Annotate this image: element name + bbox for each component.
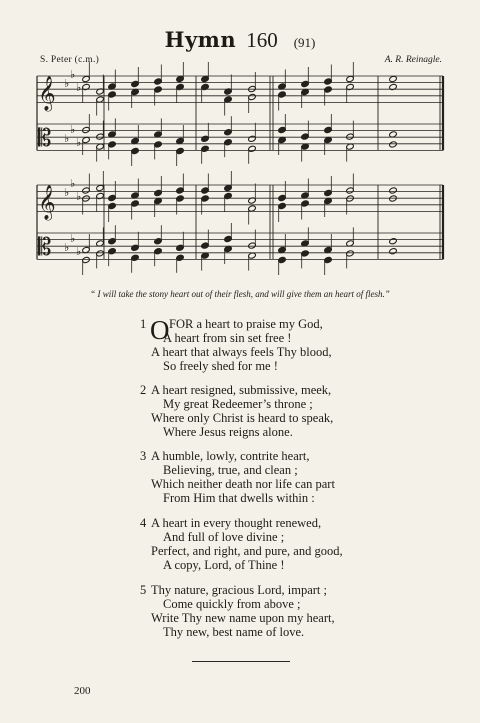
verse-line: And full of love divine ;	[163, 530, 285, 544]
flat-icon: ♭	[76, 190, 82, 203]
verse-line: Perfect, and right, and pure, and good,	[151, 544, 343, 558]
flat-icon: ♭	[64, 186, 70, 199]
treble-clef-icon: 𝄞	[38, 185, 56, 220]
alt-hymn-number: (91)	[293, 35, 316, 50]
treble-clef-icon: 𝄞	[38, 76, 56, 111]
note-head	[389, 141, 397, 148]
verse-number: 4	[140, 516, 147, 530]
flat-icon: ♭	[64, 77, 70, 90]
flat-icon: ♭	[70, 177, 76, 190]
flat-icon: ♭	[76, 136, 82, 149]
note-head	[389, 238, 397, 245]
page-number: 200	[74, 685, 91, 697]
verse-line: A copy, Lord, of Thine !	[163, 558, 285, 572]
music-score	[0, 0, 480, 290]
verse-line: Which neither death nor life can part	[151, 477, 335, 491]
drop-cap: O	[150, 315, 170, 345]
flat-icon: ♭	[70, 68, 76, 81]
verse-number: 2	[140, 383, 147, 397]
verse-number: 1	[140, 317, 147, 331]
verse-line: Believing, true, and clean ;	[163, 463, 298, 477]
epigraph: “ I will take the stony heart out of their flesh, and will give them an heart of flesh.”	[90, 289, 390, 299]
flat-icon: ♭	[76, 81, 82, 94]
note-head	[389, 75, 397, 82]
flat-icon: ♭	[70, 123, 76, 136]
verse-line: Where Jesus reigns alone.	[163, 425, 293, 439]
flat-icon: ♭	[64, 132, 70, 145]
note-head	[389, 187, 397, 194]
composer-name: A. R. Reinagle.	[384, 55, 442, 65]
verse-line: Come quickly from above ;	[163, 597, 301, 611]
verse-line: Thy nature, gracious Lord, impart ;	[151, 583, 327, 597]
verse-line: Write Thy new name upon my heart,	[151, 611, 335, 625]
verse-line: A heart that always feels Thy blood,	[151, 345, 332, 359]
verse-line: A humble, lowly, contrite heart,	[151, 449, 310, 463]
alto-clef-icon: 𝄡	[38, 233, 52, 261]
verse-number: 3	[140, 449, 147, 463]
verse-line: A heart from sin set free !	[163, 331, 292, 345]
verse-line: Thy new, best name of love.	[163, 625, 305, 639]
hymn-number: 160	[246, 28, 278, 52]
verse-line: From Him that dwells within :	[163, 491, 315, 505]
verse-line: So freely shed for me !	[163, 359, 278, 373]
verse-line: A heart resigned, submissive, meek,	[151, 383, 332, 397]
verse-number: 5	[140, 583, 147, 597]
verse-line: Where only Christ is heard to speak,	[151, 411, 334, 425]
flat-icon: ♭	[70, 232, 76, 245]
verse-line: My great Redeemer’s throne ;	[163, 397, 313, 411]
tune-name: S. Peter (c.m.)	[40, 55, 100, 65]
note-head	[389, 248, 397, 255]
hymn-word: Hymn	[164, 27, 237, 52]
flat-icon: ♭	[76, 245, 82, 258]
verse-line: A heart in every thought renewed,	[151, 516, 322, 530]
alto-clef-icon: 𝄡	[38, 124, 52, 152]
flat-icon: ♭	[64, 241, 70, 254]
divider-rule	[192, 661, 290, 662]
verse-line: FOR a heart to praise my God,	[169, 317, 323, 331]
